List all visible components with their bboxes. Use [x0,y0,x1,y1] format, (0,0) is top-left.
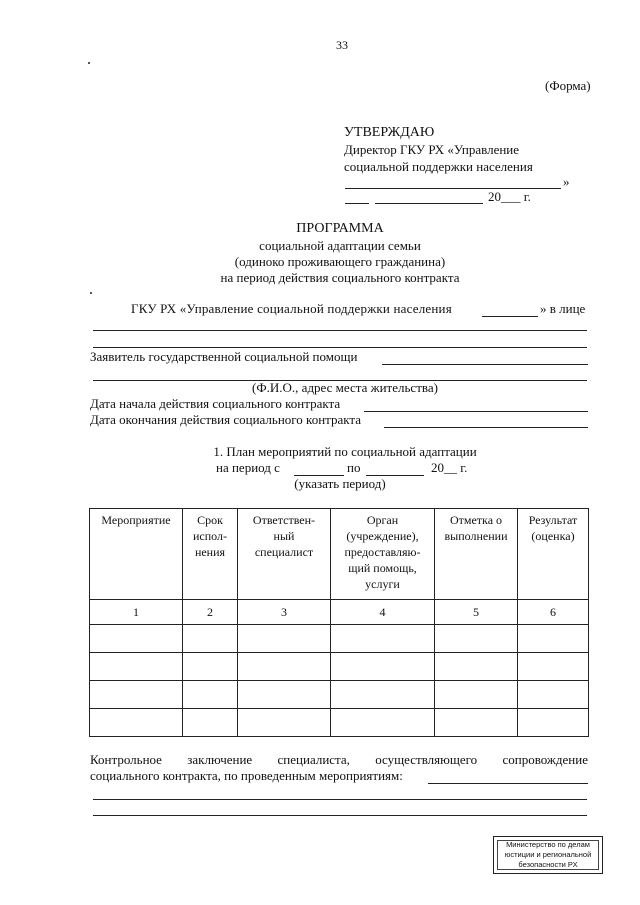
table-number-row [90,600,589,625]
table-cell [90,653,183,681]
plan-period-mid: по [347,460,361,475]
stray-mark [88,62,90,64]
program-line-2: (одиноко проживающего гражданина) [234,254,446,269]
table-row [90,709,589,737]
column-number: 4 [331,600,435,625]
plan-period-hint: (указать период) [294,476,386,491]
form-label: (Форма) [545,78,591,93]
table-cell [183,653,238,681]
contract-end-label: Дата окончания действия социального контракта [90,412,362,427]
table-cell [183,709,238,737]
table-row [90,653,589,681]
table-cell [435,625,518,653]
contract-start-line [364,411,588,412]
contract-start-label: Дата начала действия социального контракта [90,396,341,411]
header-completion-mark [435,509,518,600]
program-line-3: на период действия социального контракта [220,270,460,285]
conclusion-word: специалиста, [277,752,350,767]
applicant-line [382,364,588,365]
header-responsible [238,509,331,600]
header-organ-l3: предоставляю- [344,545,421,559]
stamp-line-2: юстиции и региональной [504,850,592,859]
org-fill-line-2 [93,347,587,348]
header-deadline-l1: Срок [197,513,223,527]
table-cell [331,709,435,737]
conclusion-word: заключение [187,752,253,767]
table-cell [518,681,589,709]
contract-end-line [384,427,588,428]
table-cell [238,709,331,737]
header-organ-l2: (учреждение), [346,529,419,543]
header-deadline-l3: нения [194,545,226,559]
org-fill-line-1 [93,330,587,331]
table-cell [518,625,589,653]
header-completion-l1: Отметка о [449,513,503,527]
column-number: 5 [435,600,518,625]
page-number: 33 [336,38,348,52]
approval-line-2: социальной поддержки населения [344,159,533,174]
plan-period-prefix: на период с [216,460,280,475]
conclusion-fill-line-1 [93,799,587,800]
conclusion-line-1 [90,752,588,768]
header-responsible-l1: Ответствен- [252,513,316,527]
header-completion-l2: выполнении [444,529,508,543]
table-cell [183,681,238,709]
table-cell [183,625,238,653]
stamp-line-3: безопасности РХ [518,860,578,869]
table-header-row [90,509,589,600]
applicant-label: Заявитель государственной социальной помощи [90,349,358,364]
table-cell [238,653,331,681]
approval-date-month-line [375,203,483,204]
table-cell [518,653,589,681]
column-number: 3 [238,600,331,625]
table-cell [331,625,435,653]
table-cell [331,653,435,681]
header-organ-l1: Орган [366,513,399,527]
header-responsible-l3: специалист [254,545,314,559]
table-cell [90,681,183,709]
approval-quote-close: » [563,174,570,189]
plan-period-year: 20__ г. [431,460,468,475]
table-cell [90,625,183,653]
table-cell [238,625,331,653]
program-line-1: социальной адаптации семьи [259,238,421,253]
conclusion-line-2: социального контракта, по проведенным мероприятиям: [90,768,403,783]
header-responsible-l2: ный [273,529,295,543]
table-cell [518,709,589,737]
table-cell [435,653,518,681]
conclusion-word: Контрольное [90,752,162,767]
column-number: 6 [518,600,589,625]
program-title: ПРОГРАММА [296,221,384,236]
conclusion-blank-line [428,783,588,784]
header-activity-l1: Мероприятие [101,513,171,527]
plan-table [89,508,589,737]
conclusion-word: осуществляющего [375,752,478,767]
table-cell [435,709,518,737]
table-row [90,625,589,653]
header-result-l1: Результат [528,513,578,527]
header-deadline-l2: испол- [193,529,227,543]
header-organ-l4: щий помощь, [348,561,417,575]
header-deadline [183,509,238,600]
approval-date-year: 20___ г. [488,189,531,204]
header-activity [90,509,183,600]
header-organ [331,509,435,600]
approval-date-day-line [345,203,369,204]
conclusion-word: сопровождение [502,752,588,767]
plan-heading: 1. План мероприятий по социальной адаптации [213,444,477,459]
fio-hint: (Ф.И.О., адрес места жительства) [252,380,438,395]
header-result [518,509,589,600]
header-result-l2: (оценка) [531,529,575,543]
approval-line-1: Директор ГКУ РХ «Управление [344,142,520,157]
column-number: 1 [90,600,183,625]
table-cell [90,709,183,737]
table-row [90,681,589,709]
table-cell [435,681,518,709]
org-suffix: » в лице [540,301,586,316]
org-text: ГКУ РХ «Управление социальной поддержки населения [131,301,452,316]
stray-mark-2 [90,292,92,294]
conclusion-fill-line-2 [93,815,587,816]
header-organ-l5: услуги [365,577,400,591]
table-cell [238,681,331,709]
approval-title: УТВЕРЖДАЮ [344,125,435,140]
org-blank-line [482,316,538,317]
stamp-line-1: Министерство по делам [506,840,590,849]
column-number: 2 [183,600,238,625]
ministry-stamp [493,836,603,874]
table-cell [331,681,435,709]
